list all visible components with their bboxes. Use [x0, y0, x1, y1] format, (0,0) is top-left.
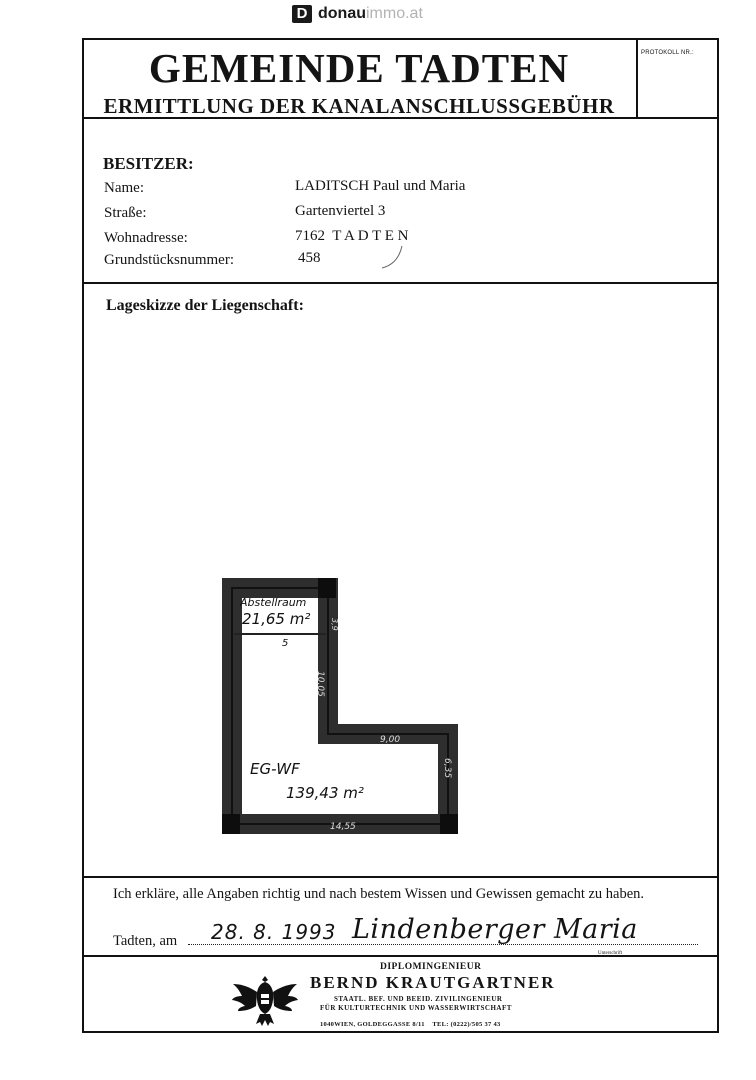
corner-block-br — [440, 814, 458, 834]
signature-caption: Unterschrift — [598, 951, 623, 956]
upper-room-area: 21,65 m² — [242, 610, 311, 628]
divider-owner — [82, 282, 719, 284]
handwritten-date: 28. 8. 1993 — [211, 920, 337, 944]
brand-logo-icon: D — [292, 5, 312, 23]
lower-room-name: EG-WF — [250, 760, 300, 778]
place-label: Tadten, am — [113, 933, 178, 949]
stamp-title: DIPLOMINGENIEUR — [380, 962, 482, 972]
street-value: Gartenviertel 3 — [295, 203, 386, 219]
name-label: Name: — [104, 180, 144, 196]
stamp-address: 1040WIEN, GOLDEGGASSE 8/11 TEL: (0222)/505 37 43 — [320, 1021, 501, 1028]
dim-top-right: 3,9 — [330, 618, 339, 631]
divider-declaration — [82, 955, 719, 957]
corner-block-tr — [318, 578, 336, 598]
owner-heading: BESITZER: — [103, 154, 194, 173]
protokoll-label: PROTOKOLL NR.: — [641, 50, 694, 56]
page-title: GEMEINDE TADTEN — [148, 45, 570, 91]
floor-plan-sketch — [220, 576, 465, 838]
brand-name-light: immo.at — [366, 5, 423, 22]
upper-room-name: Abstellraum — [240, 596, 307, 609]
page-subtitle: ERMITTLUNG DER KANALANSCHLUSSGEBÜHR — [103, 94, 615, 118]
divider-sketch — [82, 876, 719, 878]
name-value: LADITSCH Paul und Maria — [295, 178, 466, 194]
street-label: Straße: — [104, 205, 147, 221]
watermark — [292, 3, 423, 25]
stamp-line-1: STAATL. BEF. UND BEEID. ZIVILINGENIEUR — [334, 995, 503, 1003]
upper-mark: 5 — [282, 638, 289, 649]
dim-notch: 9,00 — [380, 735, 401, 745]
declaration-text: Ich erkläre, alle Angaben richtig und nach bestem Wissen und Gewissen gemacht zu haben. — [113, 886, 645, 902]
stamp-line-2: FÜR KULTURTECHNIK UND WASSERWIRTSCHAFT — [320, 1004, 512, 1012]
parcel-label: Grundstücksnummer: — [104, 252, 234, 268]
pencil-tick-mark — [378, 244, 408, 274]
parcel-value: 458 — [298, 250, 321, 266]
stamp-engineer-name: BERND KRAUTGARTNER — [310, 973, 556, 992]
dim-bottom: 14,55 — [330, 822, 356, 832]
sketch-heading: Lageskizze der Liegenschaft: — [106, 297, 304, 314]
address-value: 7162 T A D T E N — [295, 228, 409, 244]
corner-block-bl — [222, 814, 240, 834]
address-label: Wohnadresse: — [104, 230, 188, 246]
dim-right: 6,35 — [442, 758, 452, 779]
handwritten-signature: Lindenberger Maria — [352, 914, 638, 945]
dim-vertical-mid: 10,05 — [315, 671, 325, 697]
brand-name-bold: donau — [318, 5, 366, 22]
lower-room-area: 139,43 m² — [286, 784, 364, 802]
austrian-eagle-icon — [230, 970, 300, 1030]
